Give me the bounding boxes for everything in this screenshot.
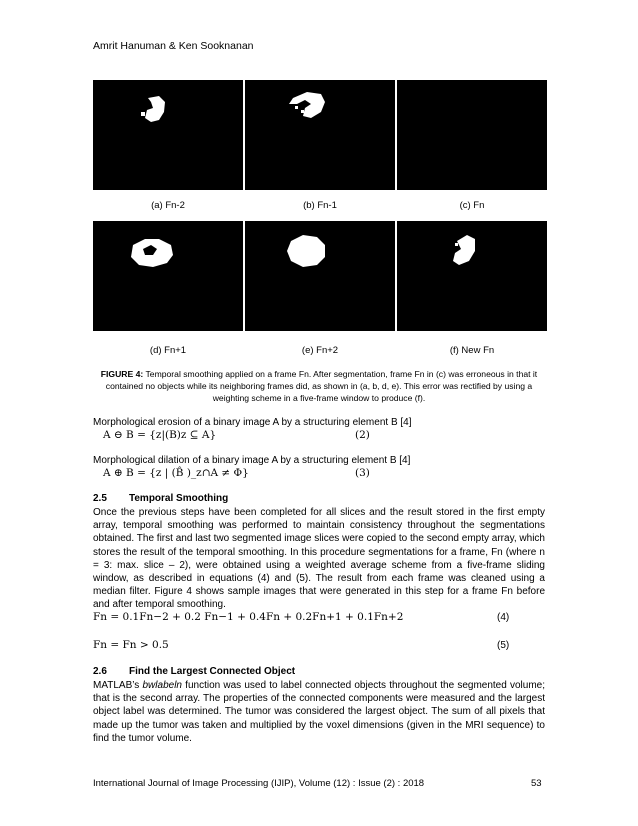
blob-a — [93, 80, 243, 190]
erosion-equation-number: (2) — [355, 429, 370, 441]
panel-label-e: (e) Fn+2 — [301, 345, 339, 356]
blob-e — [245, 221, 395, 331]
section-2-5-title: Temporal Smoothing — [129, 493, 229, 504]
page-number: 53 — [531, 778, 542, 789]
section-2-6-heading — [93, 666, 295, 677]
erosion-equation: A ⊖ B = {z|(B)z ⊆ A} — [103, 429, 217, 441]
panel-label-f: (f) New Fn — [449, 345, 495, 356]
function-name: bwlabeln — [142, 680, 182, 691]
blob-d — [93, 221, 243, 331]
section-2-6-paragraph — [93, 679, 545, 745]
section-2-5-heading — [93, 493, 228, 504]
section-2-6-text-rest: function was used to label connected objects throughout the segmented volume; that is the second array. The properties of the connected components were measured and the largest object label was determined. The tumor was considered the largest object. The sum of all pixels that made up the tumor was taken and multiplied by the voxel dimensions (given in the MRI sequence) to find the tumor volume. — [93, 680, 545, 744]
blob-f — [397, 221, 547, 331]
dilation-equation: A ⊕ B = {z | (B̂ )_z∩A ≠ Φ} — [103, 467, 249, 479]
dilation-equation-number: (3) — [355, 467, 370, 479]
figure-caption-label: FIGURE 4: — [100, 369, 144, 379]
equation-4: Fn = 0.1Fn−2 + 0.2 Fn−1 + 0.4Fn + 0.2Fn+1 + 0.1Fn+2 — [93, 611, 404, 623]
figure-panel-a — [93, 80, 243, 190]
equation-5: Fn = Fn > 0.5 — [93, 639, 169, 651]
figure-panel-d — [93, 221, 243, 331]
figure-caption-text: Temporal smoothing applied on a frame Fn. After segmentation, frame Fn in (c) was erroneous in that it contained no objects while its neighboring frames did, as shown in (a, b, d, e). This error was rectified by using a weighting scheme in a five-frame window to produce (f). — [105, 369, 538, 403]
section-2-6-title: Find the Largest Connected Object — [129, 666, 296, 677]
section-2-5-number: 2.5 — [93, 493, 107, 504]
panel-label-d: (d) Fn+1 — [149, 345, 187, 356]
figure-panel-f — [397, 221, 547, 331]
figure-panel-b — [245, 80, 395, 190]
figure-panel-e — [245, 221, 395, 331]
section-2-5-paragraph: Once the previous steps have been completed for all slices and the result stored in the first empty array, temporal smoothing was performed to maintain consistency throughout the segmentations obtained. The first and last two segmented image slices were copied to the second empty array, which stores the result of the temporal smoothing. In this procedure segmentations for a frame, Fn (where n = 3: max. slice – 2), were obtained using a weighted average scheme from a five-frame sliding window, as described in equations (4) and (5). The result from each frame was cleaned using a median filter. Figure 4 shows sample images that were generated in this step for a frame Fn before and after temporal smoothing. — [93, 507, 545, 611]
erosion-intro: Morphological erosion of a binary image A by a structuring element B [4] — [93, 417, 412, 428]
panel-label-c: (c) Fn — [459, 200, 485, 211]
panel-label-a: (a) Fn-2 — [151, 200, 185, 211]
equation-5-number: (5) — [497, 640, 510, 651]
figure-caption — [93, 368, 545, 404]
panel-label-b: (b) Fn-1 — [303, 200, 337, 211]
dilation-intro: Morphological dilation of a binary image A by a structuring element B [4] — [93, 455, 411, 466]
section-2-6-number: 2.6 — [93, 666, 107, 677]
equation-4-number: (4) — [497, 612, 510, 623]
blob-b — [245, 80, 395, 190]
running-header: Amrit Hanuman & Ken Sooknanan — [93, 40, 254, 52]
section-2-6-text-start: MATLAB’s — [93, 680, 143, 691]
figure-panel-c — [397, 80, 547, 190]
journal-footer: International Journal of Image Processing (IJIP), Volume (12) : Issue (2) : 2018 — [93, 778, 425, 789]
